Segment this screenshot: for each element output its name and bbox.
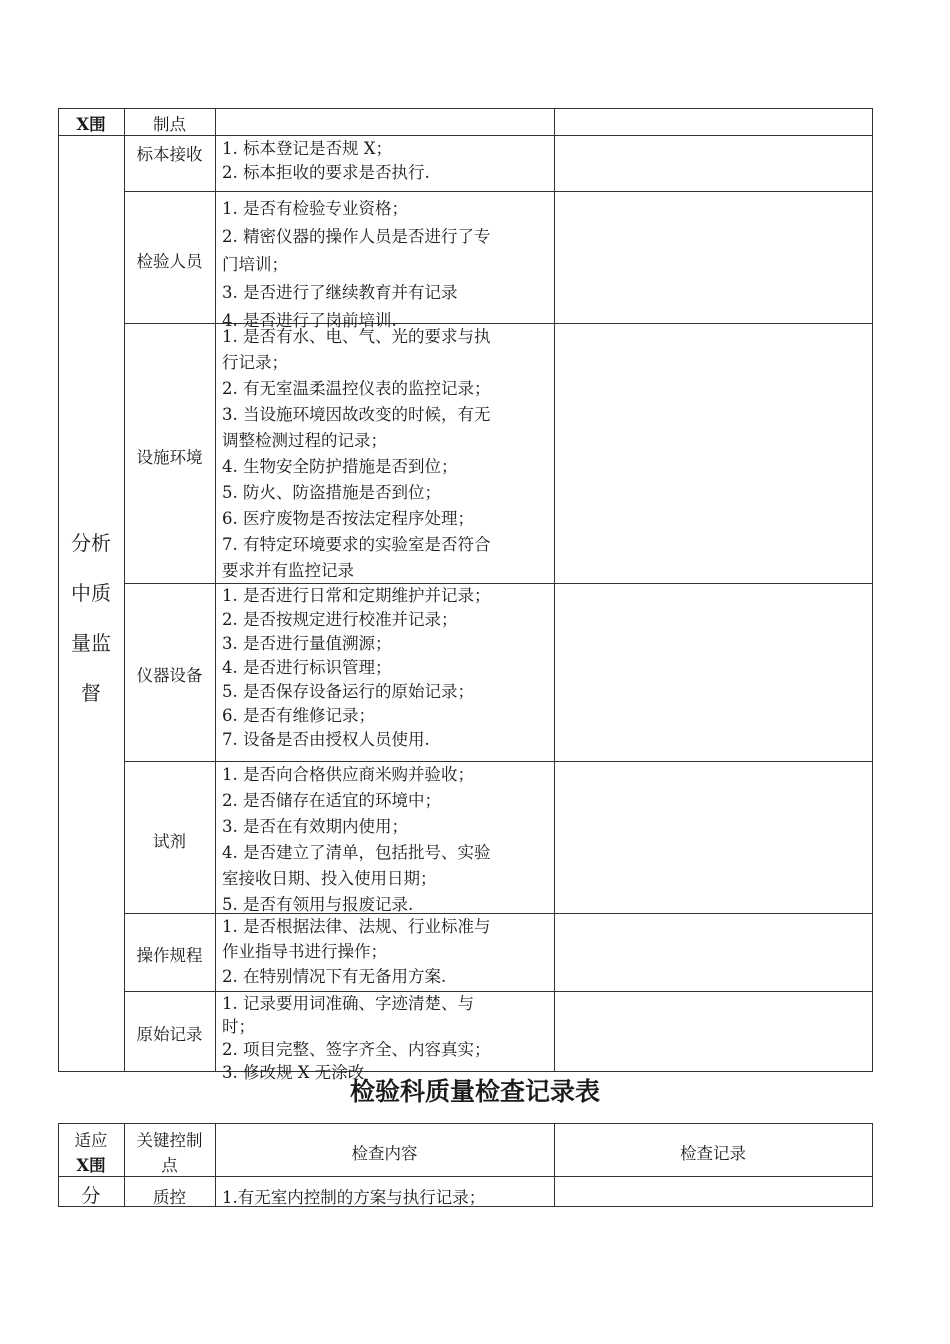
list-item: 4. 生物安全防护措施是否到位； (222, 457, 458, 476)
list-item: 调整检测过程的记录； (222, 431, 387, 450)
list-item: 4. 是否建立了清单，包括批号、实验 (222, 843, 491, 862)
list-item: 3. 当设施环境因故改变的时候，有无 (222, 405, 491, 424)
list-item: 3. 是否进行了继续教育并有记录 (222, 283, 458, 302)
list-item: 3. 是否进行量值溯源； (222, 634, 392, 653)
header-check-record: 检查记录 (680, 1144, 746, 1163)
list-item: 时； (222, 1017, 255, 1036)
row-name-reagent: 试剂 (153, 832, 186, 851)
list-item: 6. 是否有维修记录； (222, 706, 375, 725)
row-name-records: 原始记录 (136, 1025, 203, 1044)
items-equipment (222, 584, 552, 761)
list-item: 门培训； (222, 255, 288, 274)
list-item: 要求并有监控记录 (222, 561, 354, 580)
list-item: 2. 是否储存在适宜的环境中； (222, 791, 441, 810)
row-name-equipment: 仪器设备 (136, 666, 203, 685)
list-item: 2. 在特别情况下有无备用方案. (222, 967, 447, 986)
items-procedure (222, 914, 552, 991)
list-item: 5. 防火、防盗措施是否到位； (222, 483, 441, 502)
items-facility (222, 324, 552, 583)
row-content: 1.有无室内控制的方案与执行记录； (222, 1188, 486, 1207)
list-item: 作业指导书进行操作； (222, 942, 387, 961)
list-item: 4. 是否进行了岗前培训. (222, 311, 397, 330)
list-item: 室接收日期、投入使用日期； (222, 869, 437, 888)
header-key-control-line1: 关键控制 (136, 1131, 203, 1150)
list-item: 7. 有特定环境要求的实验室是否符合 (222, 535, 491, 554)
list-item: 1. 是否进行日常和定期维护并记录； (222, 586, 491, 605)
list-item: 5. 是否有领用与报废记录. (222, 895, 414, 914)
list-item: 2. 项目完整、签字齐全、内容真实； (222, 1040, 491, 1059)
row-name-specimen: 标本接收 (136, 145, 203, 164)
items-reagent (222, 762, 552, 913)
header-scope-label: X围 (76, 115, 106, 134)
items-staff (222, 192, 552, 330)
row-name-procedure: 操作规程 (136, 946, 203, 965)
list-item: 7. 设备是否由授权人员使用. (222, 730, 430, 749)
list-item: 3. 是否在有效期内使用； (222, 817, 408, 836)
list-item: 3. 修改规 X 无涂改 (222, 1063, 365, 1082)
items-specimen (222, 136, 552, 191)
category-label: 分析 中质 量监 督 (71, 531, 111, 705)
row-name-staff: 检验人员 (136, 252, 203, 271)
row-category: 分 (81, 1185, 101, 1207)
list-item: 4. 是否进行标识管理； (222, 658, 392, 677)
list-item: 6. 医疗废物是否按法定程序处理； (222, 509, 474, 528)
list-item: 2. 是否按规定进行校准并记录； (222, 610, 458, 629)
header-check-content: 检查内容 (351, 1144, 418, 1163)
items-records (222, 992, 552, 1082)
list-item: 2. 标本拒收的要求是否执行. (222, 163, 430, 182)
list-item: 1. 是否有水、电、气、光的要求与执 (222, 327, 491, 346)
list-item: 1. 记录要用词准确、字迹清楚、与 (222, 994, 474, 1013)
row-name-facility: 设施环境 (136, 448, 203, 467)
header-control-point-label: 制点 (153, 115, 186, 134)
list-item: 5. 是否保存设备运行的原始记录； (222, 682, 474, 701)
list-item: 1. 是否有检验专业资格； (222, 199, 408, 218)
list-item: 1. 是否根据法律、法规、行业标准与 (222, 917, 491, 936)
list-item: 2. 有无室温柔温控仪表的监控记录； (222, 379, 491, 398)
page-title: 检验科质量检查记录表 (349, 1077, 600, 1106)
list-item: 2. 精密仪器的操作人员是否进行了专 (222, 227, 491, 246)
row-name-qc: 质控 (153, 1188, 186, 1207)
header-key-control-line2: 点 (161, 1156, 178, 1175)
list-item: 1. 是否向合格供应商米购并验收； (222, 765, 474, 784)
list-item: 1. 标本登记是否规 X； (222, 139, 392, 158)
list-item: 行记录； (222, 353, 288, 372)
header-scope-line1: 适应 (74, 1131, 108, 1150)
header-scope-line2: X围 (76, 1156, 106, 1175)
